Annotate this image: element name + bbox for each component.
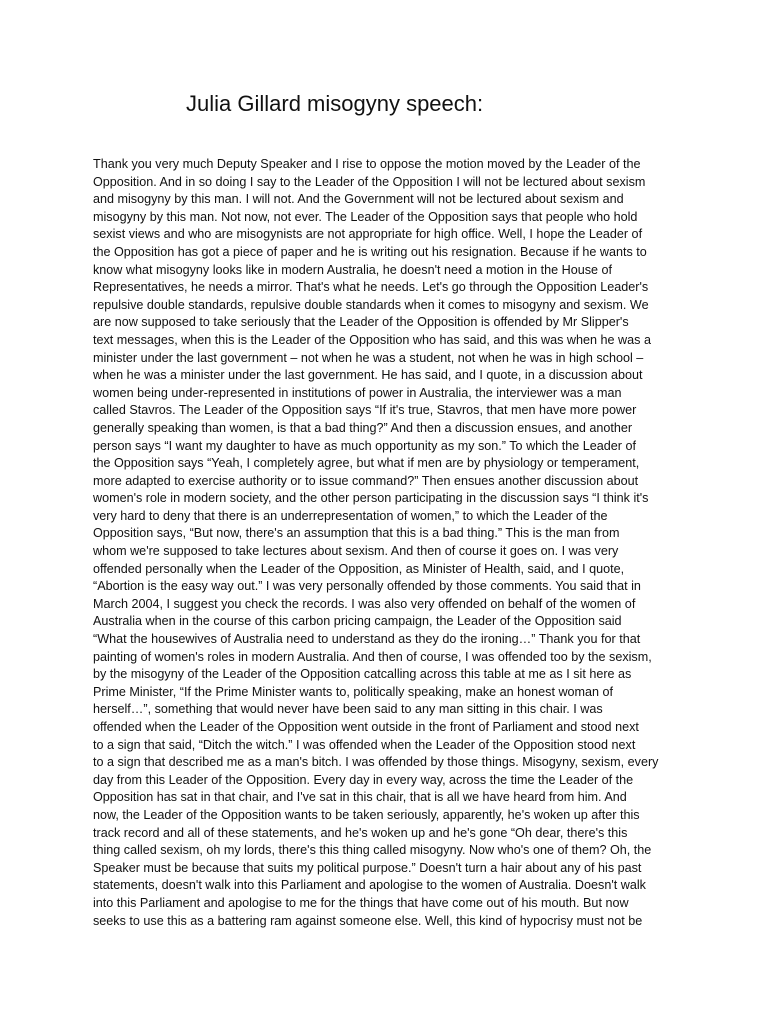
speech-line: Representatives, he needs a mirror. That's what he needs. Let's go through the Opposition Leader's bbox=[93, 280, 649, 295]
speech-line: to a sign that described me as a man's bitch. I was offended by those things. Misogyny, sexism, every bbox=[93, 755, 659, 770]
speech-line: called Stavros. The Leader of the Opposition says “If it's true, Stavros, that men have more power bbox=[93, 403, 637, 418]
speech-line: Opposition. And in so doing I say to the Leader of the Opposition I will not be lectured about sexism bbox=[93, 174, 646, 189]
speech-line: and misogyny by this man. I will not. And the Government will not be lectured about sexism and bbox=[93, 192, 624, 207]
speech-line: thing called sexism, oh my lords, there's this thing called misogyny. Now who's one of them? Oh, the bbox=[93, 843, 652, 858]
speech-line: seeks to use this as a battering ram against someone else. Well, this kind of hypocrisy must not be bbox=[93, 913, 643, 928]
speech-line: the Opposition says “Yeah, I completely agree, but what if men are by physiology or temperament, bbox=[93, 456, 640, 471]
speech-body bbox=[93, 156, 683, 930]
speech-line: to a sign that said, “Ditch the witch.” I was offended when the Leader of the Opposition stood next bbox=[93, 737, 636, 752]
speech-line: March 2004, I suggest you check the records. I was also very offended on behalf of the women of bbox=[93, 596, 636, 611]
speech-line: whom we're supposed to take lectures about sexism. And then of course it goes on. I was very bbox=[93, 544, 619, 559]
speech-line: sexist views and who are misogynists are not appropriate for high office. Well, I hope the Leader of bbox=[93, 227, 643, 242]
speech-line: minister under the last government – not when he was a student, not when he was in high school – bbox=[93, 350, 644, 365]
speech-line: “Abortion is the easy way out.” I was very personally offended by those comments. You said that in bbox=[93, 579, 641, 594]
speech-line: Opposition has sat in that chair, and I've sat in this chair, that is all we have heard from him. And bbox=[93, 790, 627, 805]
speech-line: herself…”, something that would never have been said to any man sitting in this chair. I was bbox=[93, 702, 603, 717]
speech-line: more adapted to exercise authority or to issue command?” Then ensues another discussion about bbox=[93, 473, 639, 488]
speech-line: repulsive double standards, repulsive double standards when it comes to misogyny and sexism. We bbox=[93, 297, 649, 312]
speech-line: day from this Leader of the Opposition. Every day in every way, across the time the Leader of the bbox=[93, 772, 634, 787]
speech-line: now, the Leader of the Opposition wants to be taken seriously, apparently, he's woken up after this bbox=[93, 807, 640, 822]
speech-line: Thank you very much Deputy Speaker and I rise to oppose the motion moved by the Leader of the bbox=[93, 157, 641, 171]
speech-line: “What the housewives of Australia need to understand as they do the ironing…” Thank you for that bbox=[93, 632, 641, 647]
speech-line: statements, doesn't walk into this Parliament and apologise to the women of Australia. Doesn't walk bbox=[93, 878, 646, 893]
speech-line: into this Parliament and apologise to me for the things that have come out of his mouth. But now bbox=[93, 895, 629, 910]
speech-line: know what misogyny looks like in modern Australia, he doesn't need a motion in the House of bbox=[93, 262, 613, 277]
speech-line: women's role in modern society, and the other person participating in the discussion says “I think it's bbox=[93, 491, 649, 506]
speech-line: the Opposition has got a piece of paper and he is writing out his resignation. Because if he wants to bbox=[93, 244, 647, 259]
speech-line: offended when the Leader of the Opposition went outside in the front of Parliament and stood next bbox=[93, 720, 639, 734]
speech-line: Opposition says, “But now, there's an assumption that this is a bad thing.” This is the man from bbox=[93, 526, 620, 541]
speech-line: offended personally when the Leader of the Opposition, as Minister of Health, said, and I quote, bbox=[93, 561, 625, 576]
speech-line: Australia when in the course of this carbon pricing campaign, the Leader of the Opposition said bbox=[93, 614, 622, 629]
speech-line: women being under-represented in institutions of power in Australia, the interviewer was a man bbox=[93, 385, 622, 400]
speech-line: misogyny by this man. Not now, not ever. The Leader of the Opposition says that people who hold bbox=[93, 209, 638, 224]
speech-line: track record and all of these statements, and he's woken up and he's gone “Oh dear, there's this bbox=[93, 825, 628, 840]
speech-line: by the misogyny of the Leader of the Opposition catcalling across this table at me as I sit here as bbox=[93, 667, 632, 682]
speech-line: person says “I want my daughter to have as much opportunity as my son.” To which the Leader of bbox=[93, 438, 636, 453]
speech-line: are now supposed to take seriously that the Leader of the Opposition is offended by Mr Slipper's bbox=[93, 315, 629, 330]
speech-line: very hard to deny that there is an underrepresentation of women,” to which the Leader of the bbox=[93, 508, 608, 523]
speech-line: painting of women's roles in modern Australia. And then of course, I was offended too by the sexism, bbox=[93, 649, 652, 664]
speech-line: Speaker must be because that suits my political purpose.” Doesn't turn a hair about any of his past bbox=[93, 860, 642, 875]
speech-line: generally speaking than women, is that a bad thing?” And then a discussion ensues, and another bbox=[93, 420, 633, 435]
document-title: Julia Gillard misogyny speech: bbox=[186, 91, 484, 116]
speech-line: text messages, when this is the Leader of the Opposition who has said, and this was when he was a bbox=[93, 332, 651, 347]
speech-line: Prime Minister, “If the Prime Minister wants to, politically speaking, make an honest woman of bbox=[93, 684, 614, 699]
speech-line: when he was a minister under the last government. He has said, and I quote, in a discussion about bbox=[93, 368, 643, 383]
